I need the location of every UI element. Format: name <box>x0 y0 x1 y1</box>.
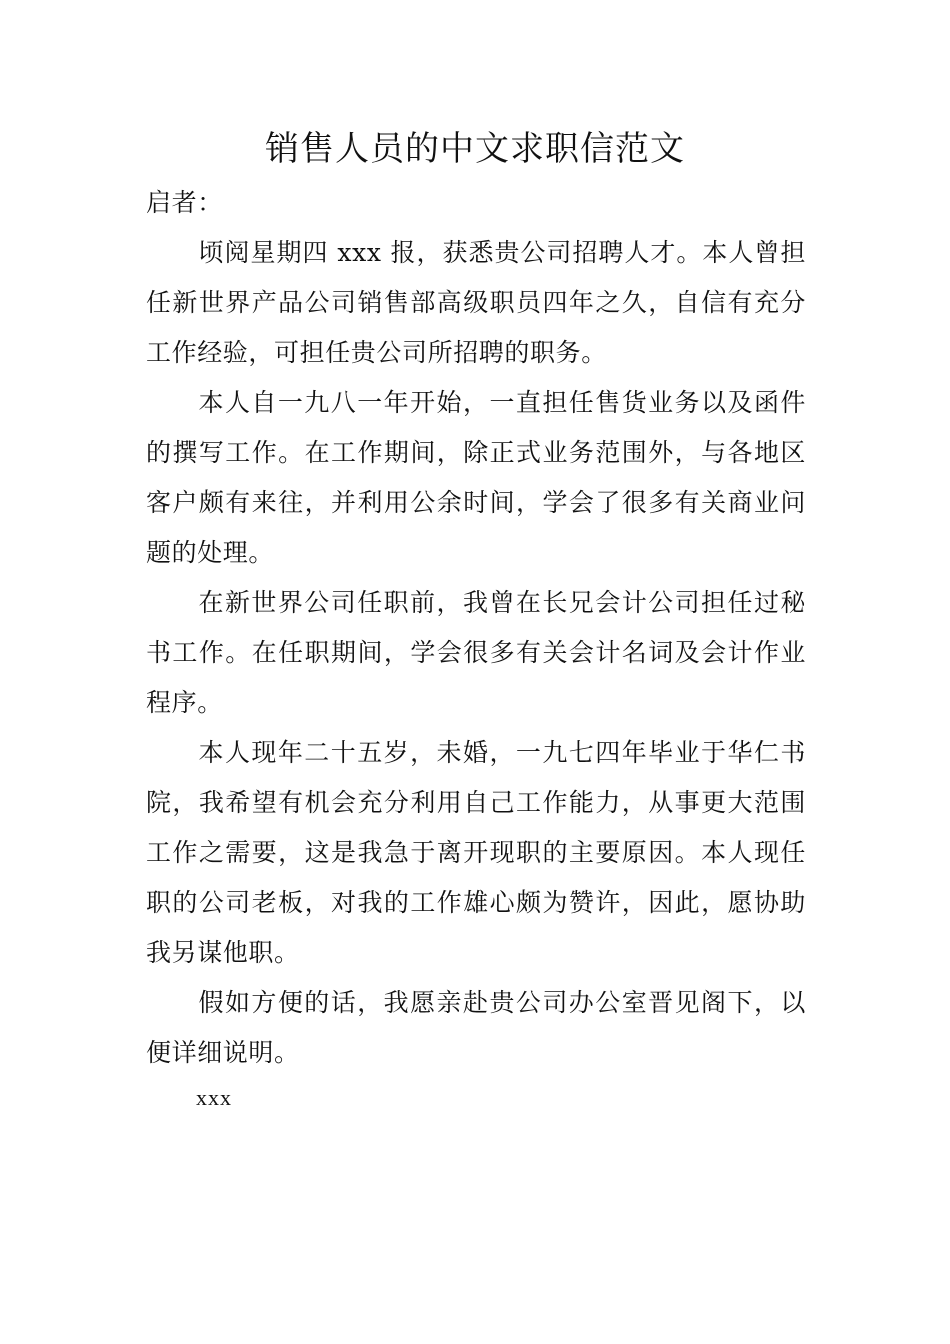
paragraph-4: 本人现年二十五岁，未婚，一九七四年毕业于华仁书院，我希望有机会充分利用自己工作能力，从事更大范围工作之需要，这是我急于离开现职的主要原因。本人现任职的公司老板，对我的工作雄心颇为赞许，因此，愿协助我另谋他职。 <box>146 738 806 967</box>
paragraph-2: 本人自一九八一年开始，一直担任售货业务以及函件的撰写工作。在工作期间，除正式业务范围外，与各地区客户颇有来往，并利用公余时间，学会了很多有关商业问题的处理。 <box>146 388 806 567</box>
paragraph-3: 在新世界公司任职前，我曾在长兄会计公司担任过秘书工作。在任职期间，学会很多有关会计名词及会计作业程序。 <box>146 588 806 717</box>
paragraph-5: 假如方便的话，我愿亲赴贵公司办公室晋见阁下，以便详细说明。 <box>146 988 806 1067</box>
letter-body <box>146 178 806 1078</box>
salutation: 启者： <box>146 188 223 217</box>
paragraph-1: 顷阅星期四 xxx 报，获悉贵公司招聘人才。本人曾担任新世界产品公司销售部高级职员四年之久，自信有充分工作经验，可担任贵公司所招聘的职务。 <box>146 238 806 367</box>
document-title: 销售人员的中文求职信范文 <box>265 129 685 169</box>
signature: xxx <box>196 1085 232 1110</box>
